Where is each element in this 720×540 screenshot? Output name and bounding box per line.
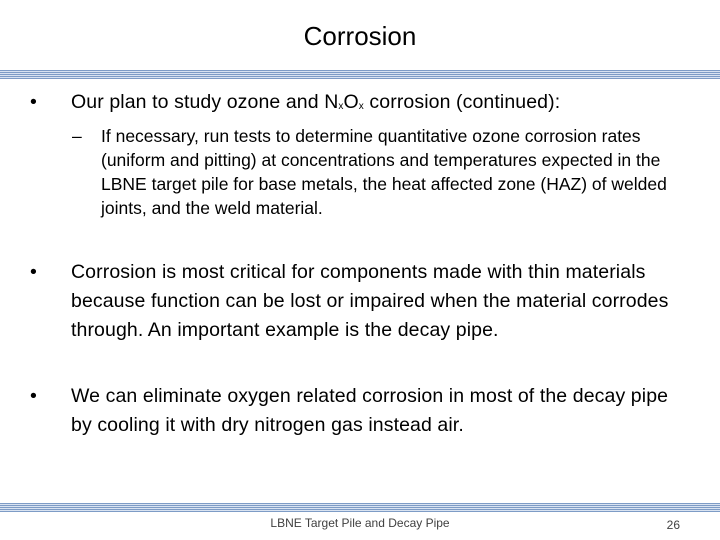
slide-title: Corrosion [303, 21, 417, 51]
bullet-2-text: Corrosion is most critical for components made with thin materials because function can be lost or impaired when the material corrodes through. An important example is the decay pipe. [71, 261, 669, 341]
subscript-x: x [338, 101, 344, 112]
bullet-1-text-end: corrosion (continued): [363, 91, 561, 113]
bullet-1-text-mid: O [343, 91, 359, 113]
sub-bullet-1 [72, 124, 686, 220]
footer-text: LBNE Target Pile and Decay Pipe [270, 516, 450, 530]
title-divider [0, 70, 720, 79]
sub-bullet-1-text: If necessary, run tests to determine quantitative ozone corrosion rates (uniform and pitting) at concentrations and temperatures expected in the LBNE target pile for base metals, the heat affected zone (HAZ) of welded joints, and the weld material. [101, 126, 667, 218]
sub-bullet-marker: – [72, 126, 82, 146]
footer-divider [0, 503, 720, 512]
bullet-3-text: We can eliminate oxygen related corrosion in most of the decay pipe by cooling it with dry nitrogen gas instead air. [71, 385, 669, 436]
bullet-1-text-start: Our plan to study ozone and N [71, 91, 339, 113]
bullet-marker: • [30, 261, 37, 283]
bullet-1 [30, 88, 691, 121]
bullet-marker: • [30, 385, 37, 407]
bullet-3 [30, 382, 691, 440]
bullet-marker: • [30, 91, 37, 113]
bullet-2 [30, 258, 681, 345]
subscript-x: x [358, 101, 364, 112]
page-number: 26 [666, 518, 680, 532]
